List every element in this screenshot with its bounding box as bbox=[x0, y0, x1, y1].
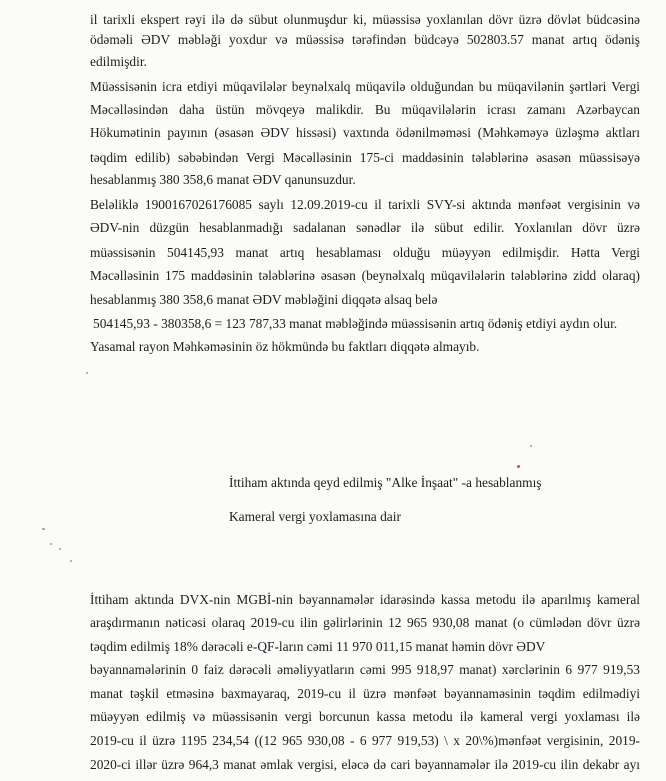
text-line: Yasamal rayon Məhkəməsinin öz hökmündə bu faktları diqqətə almayıb. bbox=[90, 339, 480, 354]
scan-speck bbox=[530, 445, 532, 447]
text-line: Məcəlləsindən daha üstün mövqeyə malikdir. Bu müqavilələrin icrası zamanı Azərbaycan bbox=[90, 102, 640, 117]
equation-line: 504145,93 - 380358,6 = 123 787,33 manat məbləğində müəssisənin artıq ödəniş etdiyi aydın olur. bbox=[93, 316, 618, 331]
text-line: ƏDV-nin düzgün hesablanmadığı sadalanan sənədlər ilə sübut edilir. Yoxlanılan dövr üzrə bbox=[90, 220, 640, 235]
scan-speck bbox=[86, 372, 88, 374]
text-line: ödəməli ƏDV məbləği yoxdur və müəssisə tərəfindən büdcəyə 502803.57 manat artıq ödəniş bbox=[90, 32, 640, 47]
scan-speck bbox=[59, 548, 61, 550]
text-line: hesablanmış 380 358,6 manat ƏDV məbləğini diqqətə alsaq belə bbox=[90, 292, 438, 307]
text-line: bəyannamələrinin 0 faiz dərəcəli əməliyyatların cəmi 995 918,97 manat) xərclərinin 6 977 919,53 bbox=[90, 662, 640, 677]
text-line: 2020-ci illər üzrə 964,3 manat əmlak vergisi, eləcə də cari bəyannamələr ilə 2019-cu ilin dekabr ayı bbox=[90, 757, 640, 772]
section-heading-line-2: Kameral vergi yoxlamasına dair bbox=[229, 509, 401, 524]
ink-speck bbox=[517, 465, 520, 468]
text-line: təqdim edilmiş 18% dərəcəli e-QF-ların cəmi 11 970 011,15 manat həmin dövr ƏDV bbox=[90, 639, 546, 654]
text-line: müəyyən edilmiş və müəssisənin vergi borcunun kassa metodu ilə kameral vergi yoxlaması ilə bbox=[90, 709, 640, 724]
scan-speck bbox=[70, 560, 72, 562]
text-line: manat təşkil etməsinə baxmayaraq, 2019-cu il üzrə mənfəət bəyannaməsinin təqdim edilmədiyi bbox=[90, 686, 640, 701]
text-line: il tarixli ekspert rəyi ilə də sübut olunmuşdur ki, müəssisə yoxlanılan dövr üzrə dövlət büdcəsinə bbox=[90, 12, 640, 27]
text-line: hesablanmış 380 358,6 manat ƏDV qanunsuzdur. bbox=[90, 172, 356, 187]
text-line: Beləliklə 1900167026176085 saylı 12.09.2019-cu il tarixli SVY-si aktında mənfəət vergisinin və bbox=[90, 197, 640, 212]
scan-speck bbox=[50, 543, 52, 545]
text-line: müəssisənin 504145,93 manat artıq hesablaması olduğu müəyyən edilmişdir. Hətta Vergi bbox=[90, 245, 640, 260]
text-line: Müəssisənin icra etdiyi müqavilələr beynəlxalq müqavilə olduğundan bu müqavilənin şərtləri Vergi bbox=[90, 79, 640, 94]
section-heading-line-1: İttiham aktında qeyd edilmiş "Alke İnşaat" -a hesablanmış bbox=[229, 475, 542, 490]
scan-speck bbox=[42, 528, 45, 530]
text-line: Məcəlləsinin 175 maddəsinin tələblərinə əsasən (beynəlxalq müqavilələrin tələblərinə zidd olaraq) bbox=[90, 268, 640, 283]
text-line: 2019-cu il üzrə 1195 234,54 ((12 965 930,08 - 6 977 919,53) \ x 20\%)mənfəət vergisinin, 2019- bbox=[90, 733, 640, 748]
text-line: edilmişdir. bbox=[90, 54, 147, 69]
text-line: təqdim edilib) səbəbindən Vergi Məcəlləsinin 175-ci maddəsinin tələblərinə əsasən müəssisəyə bbox=[90, 150, 640, 165]
text-line: araşdırmanın nəticəsi olaraq 2019-cu ilin gəlirlərinin 12 965 930,08 manat (o cümlədən dövr üzrə bbox=[90, 615, 640, 630]
text-line: Hökumətinin payının (əsasən ƏDV hissəsi) vaxtında ödənilməməsi (Məhkəməyə üzləşmə aktları bbox=[90, 125, 640, 140]
text-line: İttiham aktında DVX-nin MGBİ-nin bəyannamələr idarəsində kassa metodu ilə aparılmış kameral bbox=[90, 592, 640, 607]
